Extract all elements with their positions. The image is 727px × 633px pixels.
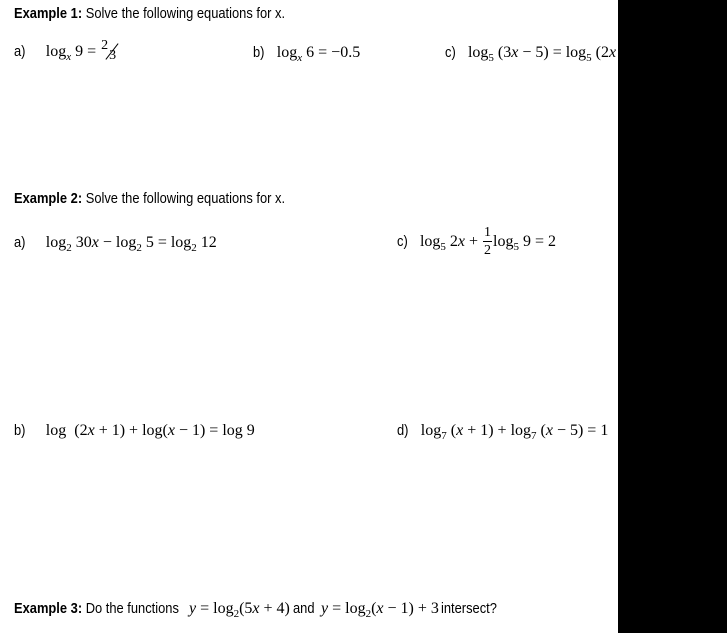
equation: log (2x + 1) + log(x − 1) = log 9 — [45, 422, 255, 439]
example-3-heading — [14, 600, 206, 618]
example-3-title: Example 3: — [14, 600, 83, 617]
item-label: c) — [397, 232, 408, 250]
equation: $\log_5 2x$ + $\frac{1}{2}$ $\log_5 9 = 2$ — [419, 225, 557, 258]
side-black-panel — [618, 0, 727, 633]
item-label: d) — [397, 422, 409, 439]
example-1-heading — [14, 5, 329, 23]
equation: $\log_x 6 = -0.5$ — [276, 44, 361, 64]
item-label: b) — [253, 44, 265, 61]
example-2-d — [397, 422, 608, 440]
fraction: $\frac{1}{2}$ — [484, 225, 492, 258]
example-2-c — [397, 226, 556, 258]
example-2-b — [14, 422, 255, 440]
example-1-c — [445, 44, 646, 62]
equation: $\log_5 (3x - 5) = \log_5 (2x$ — [467, 44, 617, 64]
example-2-instruction: Solve the following equations for x. — [82, 190, 286, 207]
example-1-instruction: Solve the following equations for x. — [82, 5, 286, 22]
example-1-title: Example 1: — [14, 5, 83, 22]
equation: $\log_7 (x + 1) + \log_7 (x - 5) = 1$ — [420, 422, 609, 442]
example-1-a — [14, 38, 120, 63]
example-2-title: Example 2: — [14, 190, 83, 207]
item-label: a) — [14, 42, 26, 60]
example-1-b — [253, 44, 360, 62]
example-3-intersect: intersect? — [441, 600, 497, 617]
example-3-function-2: $y = \log_2(x - 1) + 3$ — [321, 600, 439, 620]
equation: $\log_x 9$ = 2 3 — [46, 43, 120, 60]
example-3-and: and — [293, 600, 315, 617]
item-label: c) — [445, 44, 456, 61]
example-3-question-start: Do the functions — [82, 600, 179, 617]
fraction: 2 3 — [100, 42, 120, 62]
example-2-a — [14, 234, 217, 252]
equation: $\log_2 30x - \log_2 5 = \log_2 12$ — [45, 234, 217, 254]
item-label: b) — [14, 422, 26, 439]
example-3-function-1: $y = \log_2(5x + 4)$ — [189, 600, 290, 620]
item-label: a) — [14, 234, 26, 251]
example-2-heading — [14, 190, 329, 208]
